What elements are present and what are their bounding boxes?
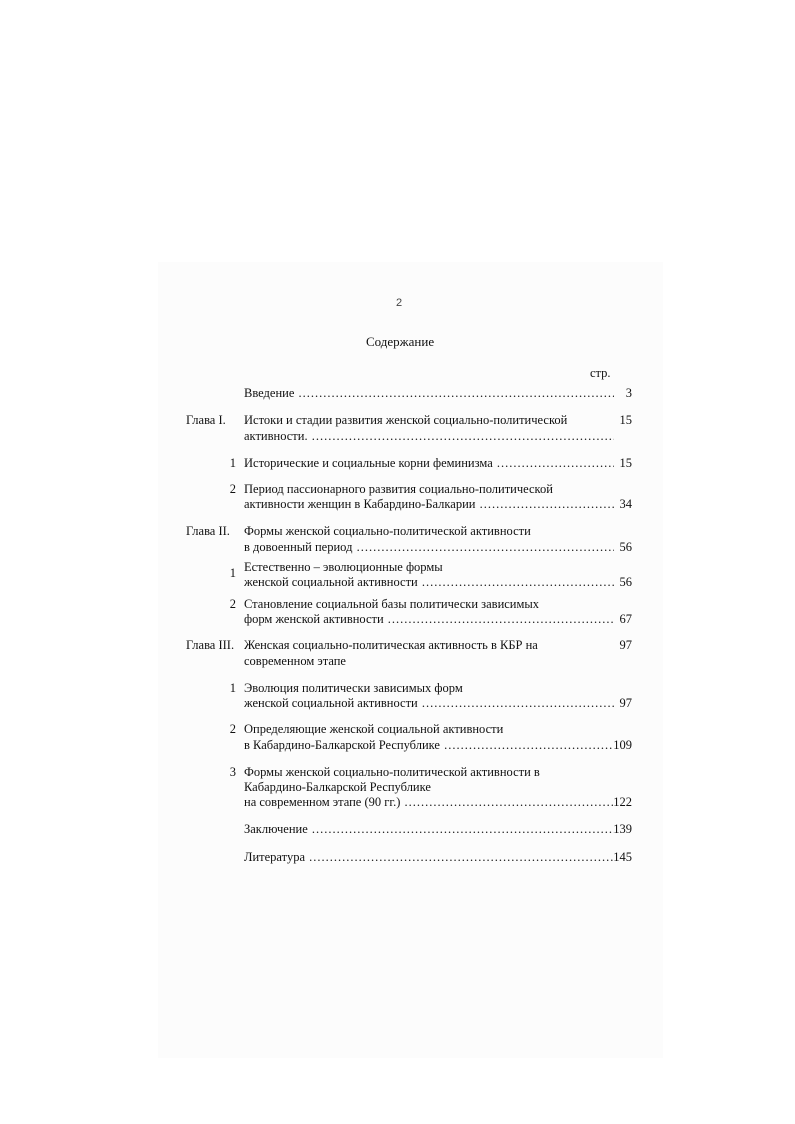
toc-section-number: 1: [229, 566, 236, 580]
toc-page: 15: [619, 413, 632, 427]
toc-entry-text: женской социальной активности .....: [244, 696, 614, 711]
toc-page: 67: [619, 612, 632, 626]
toc-entry-text: форм женской активности .....: [244, 612, 614, 627]
scanned-page: [158, 262, 663, 1058]
toc-section-number: 3: [229, 765, 236, 779]
toc-chapter-label: Глава I.: [186, 413, 226, 427]
toc-page: 15: [619, 456, 632, 470]
toc-page: 97: [619, 638, 632, 652]
toc-entry-text: активности женщин в Кабардино-Балкарии .....: [244, 497, 614, 512]
toc-page-literature: 145: [613, 850, 632, 864]
toc-entry-introduction: Введение .....: [244, 386, 614, 401]
page-number: 2: [396, 297, 403, 309]
toc-entry-text: активности. .....: [244, 429, 614, 444]
toc-section-number: 2: [229, 722, 236, 736]
toc-entry-text: Становление социальной базы политически зависимых: [244, 597, 540, 611]
toc-page-conclusion: 139: [613, 822, 632, 836]
toc-page: 122: [613, 795, 632, 809]
toc-page: 56: [619, 540, 632, 554]
toc-section-number: 1: [229, 681, 236, 695]
toc-page-introduction: 3: [625, 386, 632, 400]
toc-entry-text: Женская социально-политическая активность в КБР на: [244, 638, 538, 652]
page-column-label: стр.: [590, 366, 611, 380]
toc-section-number: 2: [229, 482, 236, 496]
toc-entry-text: современном этапе: [244, 654, 346, 668]
toc-entry-text: на современном этапе (90 гг.) .....: [244, 795, 614, 810]
toc-entry-text: в Кабардино-Балкарской Республике .....: [244, 738, 614, 753]
toc-entry-text: Естественно – эволюционные формы: [244, 560, 443, 574]
toc-chapter-label: Глава III.: [186, 638, 235, 652]
toc-chapter-label: Глава II.: [186, 524, 230, 538]
toc-entry-text: в довоенный период .....: [244, 540, 614, 555]
page-title: Содержание: [366, 334, 435, 349]
toc-page: 34: [619, 497, 632, 511]
toc-entry-text: Эволюция политически зависимых форм: [244, 681, 463, 695]
toc-entry-text: Исторические и социальные корни феминизма .....: [244, 456, 614, 471]
toc-entry-text: Формы женской социально-политической активности: [244, 524, 531, 538]
toc-entry-text: Кабардино-Балкарской Республике: [244, 780, 431, 794]
toc-entry-literature: Литература .....: [244, 850, 614, 865]
toc-entry-conclusion: Заключение .....: [244, 822, 614, 837]
toc-section-number: 2: [229, 597, 236, 611]
toc-entry-text: Истоки и стадии развития женской социально-политической: [244, 413, 568, 427]
toc-page: 56: [619, 575, 632, 589]
toc-page: 109: [613, 738, 632, 752]
toc-entry-text: Определяющие женской социальной активности: [244, 722, 504, 736]
toc-section-number: 1: [229, 456, 236, 470]
toc-entry-text: женской социальной активности .....: [244, 575, 614, 590]
toc-entry-text: Формы женской социально-политической активности в: [244, 765, 540, 779]
toc-entry-text: Период пассионарного развития социально-политической: [244, 482, 553, 496]
toc-page: 97: [619, 696, 632, 710]
